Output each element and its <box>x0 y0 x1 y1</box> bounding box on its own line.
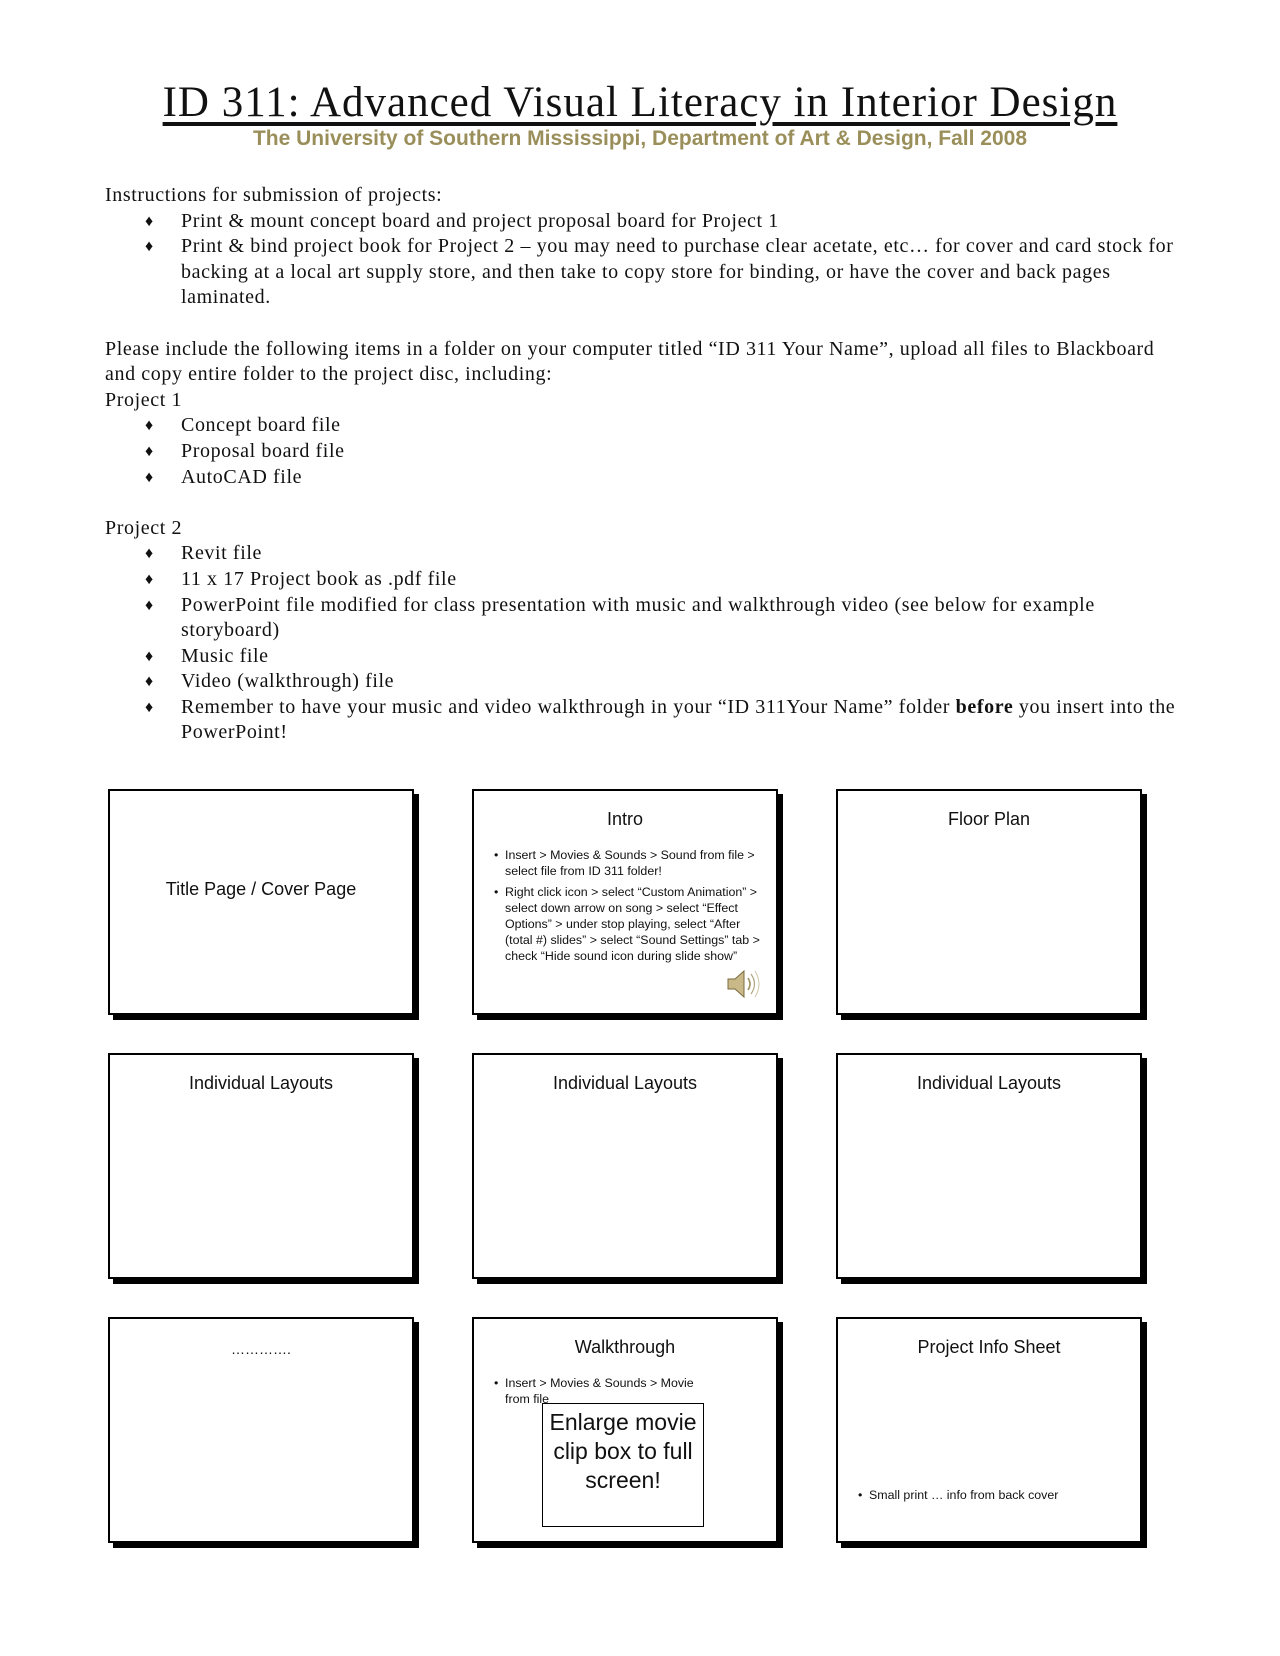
slide-title: Project Info Sheet <box>917 1337 1061 1357</box>
list-item: ♦ Print & mount concept board and project proposal board for Project 1 <box>105 209 1185 235</box>
slide-ellipsis <box>108 1317 414 1543</box>
reminder-text-bold: before <box>955 695 1014 718</box>
list-item: ♦ PowerPoint file modified for class presentation with music and walkthrough video (see below for example storyboard) <box>105 593 1185 644</box>
slide-title: Floor Plan <box>947 809 1031 829</box>
instructions-body <box>105 183 1185 746</box>
slide-floor-plan <box>836 789 1142 1015</box>
slide-title: Individual Layouts <box>188 1073 334 1093</box>
slide-project-info <box>836 1317 1142 1543</box>
list-item: ♦ Music file <box>105 644 1185 670</box>
speaker-icon <box>724 967 764 1001</box>
list-item: ♦ 11 x 17 Project book as .pdf file <box>105 567 1185 593</box>
slide-individual-layouts-1 <box>108 1053 414 1279</box>
slide-bullets <box>494 847 764 969</box>
slide-title-page <box>108 789 414 1015</box>
slide-title: …………. <box>231 1341 291 1357</box>
project1-list <box>105 413 1185 490</box>
slide-individual-layouts-2 <box>472 1053 778 1279</box>
slide-intro <box>472 789 778 1015</box>
slide-walkthrough <box>472 1317 778 1543</box>
project2-label: Project 2 <box>105 516 183 539</box>
list-item: • Insert > Movies & Sounds > Sound from file > select file from ID 311 folder! <box>494 847 764 879</box>
page-title: ID 311: Advanced Visual Literacy in Interior Design <box>162 79 1118 126</box>
list-item: ♦ Revit file <box>105 541 1185 567</box>
list-item: • Right click icon > select “Custom Animation” > select down arrow on song > select “Effect Options” > under stop playing, select “After (total #) slides” > select “Sound Settings” tab > check “Hide sound icon during slide show” <box>494 884 764 964</box>
list-item: ♦ Concept board file <box>105 413 1185 439</box>
project2-list <box>105 541 1185 746</box>
instructions-heading: Instructions for submission of projects: <box>105 184 443 206</box>
list-item <box>105 695 1185 746</box>
slide-title: Title Page / Cover Page <box>165 879 357 899</box>
list-item: ♦ Proposal board file <box>105 439 1185 465</box>
slide-title: Individual Layouts <box>552 1073 698 1093</box>
movie-clip-box: Enlarge movie clip box to full screen! <box>542 1403 704 1527</box>
slide-title: Intro <box>606 809 644 829</box>
slide-title: Walkthrough <box>574 1337 676 1357</box>
instructions-list <box>105 209 1185 311</box>
reminder-text-post: you insert into the PowerPoint! <box>181 695 1176 744</box>
page-subtitle: The University of Southern Mississippi, Department of Art & Design, Fall 2008 <box>252 127 1028 150</box>
list-item: • Insert > Movies & Sounds > Movie from file <box>494 1375 705 1407</box>
list-item: ♦ Video (walkthrough) file <box>105 669 1185 695</box>
slide-title: Individual Layouts <box>916 1073 1062 1093</box>
include-paragraph: Please include the following items in a folder on your computer titled “ID 311 Your Name”, upload all files to Blackboard and copy entire folder to the project disc, including: <box>105 337 1155 386</box>
list-item: ♦ Print & bind project book for Project 2 – you may need to purchase clear acetate, etc… for cover and card stock for backing at a local art supply store, and then take to copy store for binding, or have the cover and back pages laminated. <box>105 234 1185 311</box>
slide-individual-layouts-3 <box>836 1053 1142 1279</box>
list-item: ♦ AutoCAD file <box>105 465 1185 491</box>
slide-bullet: • Small print … info from back cover <box>858 1488 1058 1502</box>
reminder-text-pre: Remember to have your music and video walkthrough in your “ID 311Your Name” folder <box>181 695 956 718</box>
project1-label: Project 1 <box>105 388 183 411</box>
